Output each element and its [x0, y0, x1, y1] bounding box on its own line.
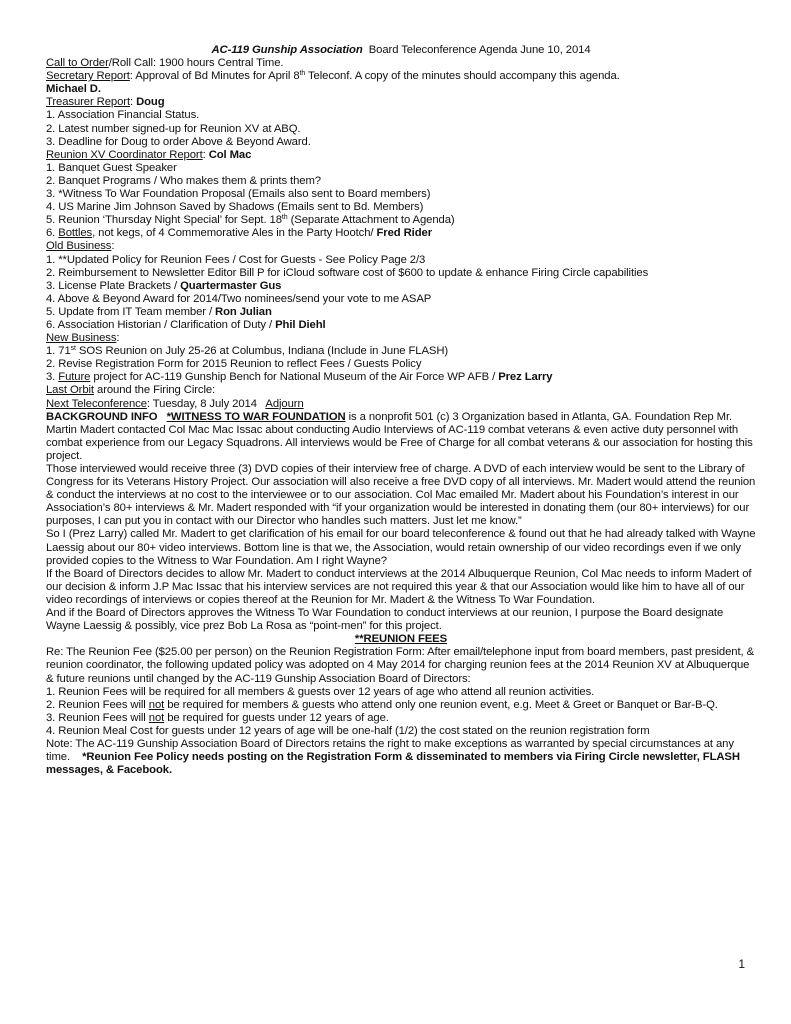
background-paragraph: So I (Prez Larry) called Mr. Madert to get clarification of his email for our board teleconference & found out that he had already talked with Wayne Laessig about our 80+ video interviews. Bottom line is that we, the Association, would retain ownership of our video recordings even if we only provided copies to the Witness to War Foundation. Am I right Wayne?	[46, 528, 756, 567]
old-business: Old Business:	[46, 240, 115, 253]
agenda-page	[46, 44, 756, 777]
coordinator-report: Reunion XV Coordinator Report: Col Mac	[46, 148, 252, 161]
list-item: 1. Association Financial Status.	[46, 109, 200, 122]
list-item: 3. *Witness To War Foundation Proposal (Emails also sent to Board members)	[46, 188, 431, 201]
list-item: 2. Reunion Fees will not be required for members & guests who attend only one reunion event, e.g. Meet & Greet or Banquet or Bar-B-Q.	[46, 698, 718, 711]
new-business: New Business:	[46, 332, 120, 345]
fees-intro: Re: The Reunion Fee ($25.00 per person) on the Reunion Registration Form: After email/telephone input from board members, past president, & reunion coordinator, the following updated policy was adopted on 4 May 2014 for charging reunion fees at the 2014 Reunion XV at Albuquerque & future reunions until changed by the AC-119 Gunship Association Board of Directors:	[46, 646, 755, 685]
treasurer-report: Treasurer Report: Doug	[46, 96, 165, 109]
list-item: 2. Revise Registration Form for 2015 Reunion to reflect Fees / Guests Policy	[46, 358, 422, 371]
list-item: 3. Deadline for Doug to order Above & Beyond Award.	[46, 135, 311, 148]
list-item: 1. **Updated Policy for Reunion Fees / Cost for Guests - See Policy Page 2/3	[46, 253, 426, 266]
list-item: 2. Banquet Programs / Who makes them & prints them?	[46, 174, 321, 187]
list-item: 1. Reunion Fees will be required for all members & guests over 12 years of age who attend all reunion activities.	[46, 685, 595, 698]
background-paragraph: If the Board of Directors decides to allow Mr. Madert to conduct interviews at the 2014 Albuquerque Reunion, Col Mac needs to inform Madert of our decision & inform J.P Mac Issac that his interview services are not required this year & that our Association would like him to have all of our video recordings of interviews or copies thereof at the Reunion for Mr. Madert & the Witness To War Foundation.	[46, 567, 752, 606]
background-paragraph: And if the Board of Directors approves the Witness To War Foundation to conduct interviews at our reunion, I purpose the Board designate Wayne Laessig & possibly, vice prez Bob La Rosa as “point-men” for this project.	[46, 607, 724, 633]
list-item: 6. Association Historian / Clarification of Duty / Phil Diehl	[46, 318, 326, 331]
last-orbit: Last Orbit around the Firing Circle:	[46, 384, 216, 397]
secretary-name: Michael D.	[46, 83, 101, 96]
list-item: 3. Future project for AC-119 Gunship Bench for National Museum of the Air Force WP AFB / Prez Larry	[46, 371, 553, 384]
list-item: 5. Reunion ‘Thursday Night Special’ for Sept. 18th (Separate Attachment to Agenda)	[46, 214, 455, 227]
document-title	[46, 44, 756, 57]
fees-note: Note: The AC-119 Gunship Association Board of Directors retains the right to make exceptions as warranted by special circumstances at any time. *Reunion Fee Policy needs posting on the Registration Form & disseminated to members via Firing Circle newsletter, FLASH messages, & Facebook.	[46, 737, 740, 777]
list-item: 3. License Plate Brackets / Quartermaster Gus	[46, 279, 282, 292]
call-to-order: Call to Order/Roll Call: 1900 hours Central Time.	[46, 57, 284, 70]
list-item: 4. Above & Beyond Award for 2014/Two nominees/send your vote to me ASAP	[46, 292, 432, 305]
title-rest: Board Teleconference Agenda June 10, 2014	[362, 44, 591, 56]
list-item: 6. Bottles, not kegs, of 4 Commemorative Ales in the Party Hootch/ Fred Rider	[46, 227, 432, 240]
list-item: 5. Update from IT Team member / Ron Julian	[46, 305, 272, 318]
background-paragraph: BACKGROUND INFO *WITNESS TO WAR FOUNDATION is a nonprofit 501 (c) 3 Organization based in Atlanta, GA. Foundation Rep Mr. Martin Madert contacted Col Mac Mac Issac about conducting Audio Interviews of AC-119 combat veterans & even active duty personnel with combat experience from our Legacy Squadrons. All interviews would be Free of Charge for all combat veterans & our association for hosting this project.	[46, 410, 753, 462]
background-paragraph: Those interviewed would receive three (3) DVD copies of their interview free of charge. A DVD of each interview would be sent to the Library of Congress for its Veterans History Project. Our association will also receive a free DVD copy of all interviews. Mr. Madert would attend the reunion & conduct the interviews at no cost to the interviewee or to our association. Col Mac emailed Mr. Madert about his Foundation’s interest in our Association’s 80+ interviews & Mr. Madert responded with “if your organization would be interested in donating them (our 80+ interviews) for our purposes, I can put you in contact with our Director who handles such matters. Just let me know.”	[46, 463, 756, 528]
list-item: 3. Reunion Fees will not be required for guests under 12 years of age.	[46, 711, 389, 724]
list-item: 2. Reimbursement to Newsletter Editor Bill P for iCloud software cost of $600 to update & enhance Firing Circle capabilities	[46, 266, 649, 279]
list-item: 1. Banquet Guest Speaker	[46, 161, 177, 174]
next-teleconference: Next Teleconference: Tuesday, 8 July 2014 Adjourn	[46, 397, 304, 410]
list-item: 2. Latest number signed-up for Reunion XV at ABQ.	[46, 122, 301, 135]
org-name: AC-119 Gunship Association	[211, 44, 363, 56]
list-item: 1. 71st SOS Reunion on July 25-26 at Columbus, Indiana (Include in June FLASH)	[46, 345, 449, 358]
page-number: 1	[738, 957, 745, 971]
list-item: 4. Reunion Meal Cost for guests under 12 years of age will be one-half (1/2) the cost stated on the reunion registration form	[46, 724, 650, 737]
reunion-fees-heading: **REUNION FEES	[354, 633, 448, 646]
secretary-report: Secretary Report: Approval of Bd Minutes for April 8th Teleconf. A copy of the minutes should accompany this agenda.	[46, 70, 620, 83]
list-item: 4. US Marine Jim Johnson Saved by Shadows (Emails sent to Bd. Members)	[46, 201, 424, 214]
